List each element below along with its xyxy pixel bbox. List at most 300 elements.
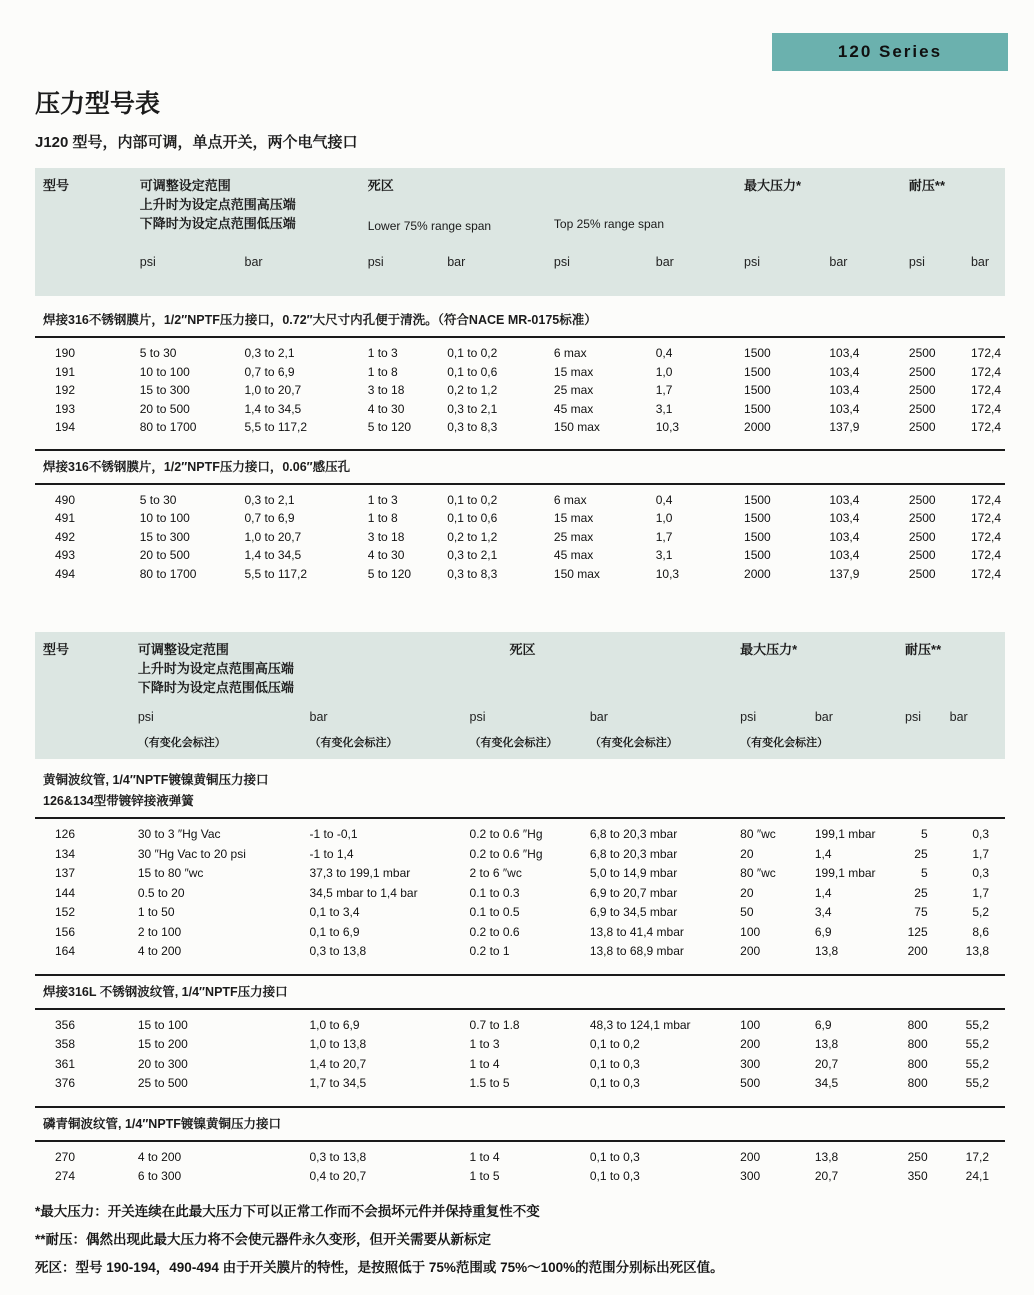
cell: 0.2 to 1 xyxy=(469,944,510,958)
table-row xyxy=(35,528,1005,547)
table-row xyxy=(35,1035,1005,1055)
cell: 0,2 to 1,2 xyxy=(447,529,498,544)
cell: 5 to 30 xyxy=(139,492,177,507)
cell: 5 to 30 xyxy=(139,346,177,360)
cell: 0,1 to 0,3 xyxy=(589,1056,640,1071)
range-line-1: 可调整设定范围 xyxy=(139,178,231,193)
footnotes xyxy=(35,1198,1015,1282)
cell: 0,1 to 0,6 xyxy=(447,511,498,525)
cell: 20,7 xyxy=(814,1169,839,1183)
pressure-table-1 xyxy=(35,168,1005,595)
section-title: 磷青铜波纹管, 1/4″NPTF镀镍黄铜压力接口 xyxy=(35,1108,1005,1142)
unit-label: psi xyxy=(908,255,925,269)
cell: 491 xyxy=(55,511,76,525)
cell: 0,7 to 6,9 xyxy=(244,364,295,379)
cell: 150 max xyxy=(553,566,600,581)
cell: 6,9 xyxy=(814,1017,832,1032)
section-title-line1: 黄铜波纹管, 1/4″NPTF镀镍黄铜压力接口 xyxy=(43,773,269,787)
cell: 4 to 30 xyxy=(367,401,405,416)
cell: 45 max xyxy=(553,401,594,416)
cell: 15 max xyxy=(553,364,594,379)
deadband-sub-lower: Lower 75% range span xyxy=(367,219,492,233)
cell: 193 xyxy=(55,401,76,416)
cell: 1 to 4 xyxy=(469,1149,500,1164)
cell: 103,4 xyxy=(829,492,860,507)
cell: 376 xyxy=(55,1076,76,1090)
cell: 6,9 to 20,7 mbar xyxy=(589,885,678,900)
cell: 55,2 xyxy=(965,1076,989,1090)
cell: 199,1 mbar xyxy=(814,866,876,880)
note-spacer xyxy=(905,734,950,759)
series-banner-label: 120 Series xyxy=(837,42,943,61)
change-note: （有变化会标注） xyxy=(740,737,829,749)
units-row xyxy=(35,698,1005,734)
cell: 2500 xyxy=(908,401,936,416)
col-header-max-pressure: 最大压力* xyxy=(744,178,802,193)
cell: 34,5 mbar to 1,4 bar xyxy=(309,885,418,900)
col-header-range xyxy=(140,168,368,236)
cell: 2000 xyxy=(744,420,771,434)
table-row xyxy=(35,363,1005,382)
cell: 0,4 xyxy=(655,492,673,507)
cell: 134 xyxy=(55,846,76,861)
cell: 800 xyxy=(907,1056,928,1071)
note-spacer xyxy=(950,734,1005,759)
cell: 0.1 to 0.3 xyxy=(469,885,520,900)
table1-header-band xyxy=(35,168,1005,296)
cell: 172,4 xyxy=(970,401,1002,416)
cell: 172,4 xyxy=(970,346,1002,360)
table-row xyxy=(35,942,1005,962)
table-row xyxy=(35,864,1005,884)
cell: 1,4 to 34,5 xyxy=(244,548,302,562)
cell: 1 to 5 xyxy=(469,1169,500,1183)
cell: 30 to 3 ″Hg Vac xyxy=(137,827,221,841)
cell: 13,8 xyxy=(814,1037,839,1051)
table-row xyxy=(35,884,1005,904)
cell: 194 xyxy=(55,420,76,434)
table-row xyxy=(35,1074,1005,1094)
unit-label: bar xyxy=(589,710,608,724)
cell: 37,3 to 199,1 mbar xyxy=(309,866,411,880)
cell: 15 max xyxy=(553,511,594,525)
unit-label: bar xyxy=(244,255,263,269)
cell: 6,9 xyxy=(814,924,832,939)
cell: 5,0 to 14,9 mbar xyxy=(589,866,678,880)
range-line-3: 下降时为设定点范围低压端 xyxy=(137,680,294,695)
cell: 1,7 xyxy=(972,885,989,900)
cell: 172,4 xyxy=(970,548,1002,562)
cell: 1,7 xyxy=(972,846,989,861)
cell: 103,4 xyxy=(829,548,860,562)
cell: 13,8 to 68,9 mbar xyxy=(589,944,684,958)
cell: 1500 xyxy=(744,492,771,507)
cell: 1 to 3 xyxy=(367,346,398,360)
cell: 1,0 xyxy=(655,511,673,525)
cell: 1,7 to 34,5 xyxy=(309,1076,367,1090)
section-title xyxy=(35,764,1005,819)
cell: 0,3 to 2,1 xyxy=(447,548,498,562)
cell: 800 xyxy=(907,1076,928,1090)
footnote-max-pressure: *最大压力：开关连续在此最大压力下可以正常工作而不会损坏元件并保持重复性不变 xyxy=(35,1204,540,1219)
unit-label: psi xyxy=(744,255,760,269)
col-header-deadband xyxy=(368,168,554,236)
section-title: 焊接316不锈钢膜片，1/2″NPTF压力接口，0.06″感压孔 xyxy=(35,451,1005,485)
cell: 13,8 xyxy=(814,1149,839,1164)
cell: 10 to 100 xyxy=(139,364,190,379)
cell: 48,3 to 124,1 mbar xyxy=(589,1017,691,1032)
cell: 25 max xyxy=(553,383,594,397)
cell: 55,2 xyxy=(965,1037,989,1051)
table-row xyxy=(35,1055,1005,1075)
cell: 500 xyxy=(740,1076,761,1090)
cell: 80 to 1700 xyxy=(139,420,197,434)
cell: 250 xyxy=(907,1149,928,1164)
col-header-deadband-top xyxy=(554,168,744,236)
cell: 100 xyxy=(740,1017,761,1032)
cell: 20 xyxy=(740,885,754,900)
cell: 0,3 to 2,1 xyxy=(244,492,295,507)
cell: 137,9 xyxy=(829,420,860,434)
cell: 15 to 200 xyxy=(137,1037,188,1051)
cell: 1,7 xyxy=(655,383,673,397)
cell: 125 xyxy=(907,924,928,939)
section-title-line2: 126&134型带镀锌接液弹簧 xyxy=(43,794,194,808)
cell: 13,8 to 41,4 mbar xyxy=(589,924,684,939)
cell: 2500 xyxy=(908,346,936,360)
cell: 5,2 xyxy=(972,905,989,919)
cell: 6,8 to 20,3 mbar xyxy=(589,846,678,861)
cell: 492 xyxy=(55,529,76,544)
cell: 2500 xyxy=(908,383,936,397)
cell: 25 xyxy=(914,846,928,861)
cell: 4 to 30 xyxy=(367,548,405,562)
cell: 0,1 to 6,9 xyxy=(309,924,360,939)
footnote-proof-pressure: **耐压：偶然出现此最大压力将不会使元器件永久变形，但开关需要从新标定 xyxy=(35,1232,492,1247)
cell: 30 ″Hg Vac to 20 psi xyxy=(137,846,246,861)
cell: 3 to 18 xyxy=(367,529,405,544)
cell: 6,9 to 34,5 mbar xyxy=(589,905,678,919)
cell: 0,2 to 1,2 xyxy=(447,383,498,397)
table2-header-band xyxy=(35,632,1005,759)
pressure-table-2 xyxy=(35,632,1005,1199)
cell: 8,6 xyxy=(972,924,989,939)
cell: 6 max xyxy=(553,492,587,507)
cell: 103,4 xyxy=(829,346,860,360)
cell: 15 to 100 xyxy=(137,1017,188,1032)
cell: 20 xyxy=(740,846,754,861)
table-row xyxy=(35,344,1005,363)
cell: 0,3 xyxy=(972,827,989,841)
cell: 199,1 mbar xyxy=(814,827,876,841)
col-header-model: 型号 xyxy=(43,178,70,193)
table-row xyxy=(35,400,1005,419)
cell: 15 to 80 ″wc xyxy=(137,866,204,880)
cell: 1,4 xyxy=(814,885,832,900)
deadband-sub-top: Top 25% range span xyxy=(553,217,664,231)
cell: 5,5 to 117,2 xyxy=(244,566,307,581)
footnote-deadband: 死区：型号 190-194，490-494 由于开关膜片的特性，是按照低于 75%范围或 75%～100%的范围分别标出死区值。 xyxy=(35,1260,724,1275)
cell: 1,4 xyxy=(814,846,832,861)
unit-spacer xyxy=(35,236,140,296)
cell: 0.2 to 0.6 ″Hg xyxy=(469,827,543,841)
cell: 2 to 100 xyxy=(137,924,182,939)
table-row xyxy=(35,923,1005,943)
cell: 156 xyxy=(55,924,76,939)
cell: 172,4 xyxy=(970,511,1002,525)
cell: 300 xyxy=(740,1056,761,1071)
cell: -1 to -0,1 xyxy=(309,827,358,841)
col-header-proof: 耐压** xyxy=(908,178,946,193)
cell: 15 to 300 xyxy=(139,383,190,397)
cell: 1500 xyxy=(744,401,771,416)
cell: 100 xyxy=(740,924,761,939)
cell: 172,4 xyxy=(970,420,1002,434)
section-316-diaphragm-006 xyxy=(35,449,1005,584)
cell: 2500 xyxy=(908,529,936,544)
cell: 1,7 xyxy=(655,529,673,544)
unit-label: bar xyxy=(447,255,466,269)
cell: 800 xyxy=(907,1017,928,1032)
cell: 5 xyxy=(920,827,928,841)
cell: 55,2 xyxy=(965,1056,989,1071)
unit-label: bar xyxy=(814,710,833,724)
cell: 191 xyxy=(55,364,76,379)
cell: 103,4 xyxy=(829,364,860,379)
section-phosphor-bronze-bellows xyxy=(35,1106,1005,1187)
cell: 45 max xyxy=(553,548,594,562)
cell: 20 to 500 xyxy=(139,548,190,562)
range-line-2: 上升时为设定点范围高压端 xyxy=(137,661,294,676)
range-line-1: 可调整设定范围 xyxy=(137,642,229,657)
cell: 1500 xyxy=(744,529,771,544)
cell: 0,1 to 0,3 xyxy=(589,1076,640,1090)
range-line-2: 上升时为设定点范围高压端 xyxy=(139,197,296,212)
cell: 144 xyxy=(55,885,76,900)
cell: 0.2 to 0.6 ″Hg xyxy=(469,846,543,861)
cell: -1 to 1,4 xyxy=(309,846,354,861)
cell: 4 to 200 xyxy=(137,944,182,958)
cell: 0.2 to 0.6 xyxy=(469,924,520,939)
unit-label: bar xyxy=(655,255,674,269)
cell: 172,4 xyxy=(970,383,1002,397)
series-banner xyxy=(772,33,1008,71)
table-row xyxy=(35,1148,1005,1168)
cell: 126 xyxy=(55,827,76,841)
cell: 1,0 to 6,9 xyxy=(309,1017,360,1032)
units-row xyxy=(35,236,1005,296)
cell: 10,3 xyxy=(655,420,680,434)
cell: 1 to 8 xyxy=(367,364,398,379)
cell: 6 to 300 xyxy=(137,1169,182,1183)
cell: 10,3 xyxy=(655,566,680,581)
cell: 1500 xyxy=(744,364,771,379)
cell: 3 to 18 xyxy=(367,383,405,397)
cell: 1 to 3 xyxy=(469,1037,500,1051)
col-header-deadband: 死区 xyxy=(509,642,536,657)
change-note: （有变化会标注） xyxy=(137,737,226,749)
cell: 164 xyxy=(55,944,76,958)
deadband-label: 死区 xyxy=(367,178,394,193)
table-row xyxy=(35,565,1005,584)
section-title: 焊接316不锈钢膜片，1/2″NPTF压力接口，0.72″大尺寸内孔便于清洗。（符合NACE MR-0175标准） xyxy=(35,304,1005,338)
section-316l-bellows xyxy=(35,974,1005,1094)
cell: 0,3 to 2,1 xyxy=(244,346,295,360)
cell: 192 xyxy=(55,383,76,397)
unit-label: psi xyxy=(905,710,922,724)
table-row xyxy=(35,418,1005,437)
cell: 103,4 xyxy=(829,383,860,397)
cell: 3,1 xyxy=(655,401,673,416)
section-title: 焊接316L 不锈钢波纹管, 1/4″NPTF压力接口 xyxy=(35,976,1005,1010)
cell: 493 xyxy=(55,548,76,562)
cell: 50 xyxy=(740,905,754,919)
cell: 10 to 100 xyxy=(139,511,190,525)
cell: 1500 xyxy=(744,548,771,562)
unit-label: bar xyxy=(949,710,968,724)
cell: 1 to 8 xyxy=(367,511,398,525)
cell: 25 to 500 xyxy=(137,1076,188,1090)
cell: 80 ″wc xyxy=(740,866,776,880)
cell: 103,4 xyxy=(829,511,860,525)
cell: 0,1 to 0,3 xyxy=(589,1149,640,1164)
cell: 1,4 to 34,5 xyxy=(244,401,302,416)
cell: 0,3 to 8,3 xyxy=(447,566,498,581)
cell: 270 xyxy=(55,1149,76,1164)
table-row xyxy=(35,546,1005,565)
unit-label: psi xyxy=(139,255,156,269)
cell: 103,4 xyxy=(829,401,860,416)
cell: 80 to 1700 xyxy=(139,566,197,581)
change-note: （有变化会标注） xyxy=(469,737,558,749)
cell: 0.7 to 1.8 xyxy=(469,1017,520,1032)
table-row xyxy=(35,509,1005,528)
unit-label: psi xyxy=(367,255,384,269)
cell: 172,4 xyxy=(970,566,1002,581)
cell: 0,1 to 3,4 xyxy=(309,905,360,919)
cell: 4 to 200 xyxy=(137,1149,182,1164)
cell: 3,1 xyxy=(655,548,673,562)
cell: 0,1 to 0,2 xyxy=(447,492,498,507)
cell: 0,3 to 2,1 xyxy=(447,401,498,416)
note-spacer xyxy=(35,734,138,759)
cell: 0,1 to 0,2 xyxy=(589,1037,640,1051)
cell: 15 to 300 xyxy=(139,529,190,544)
cell: 1,4 to 20,7 xyxy=(309,1056,367,1071)
cell: 200 xyxy=(740,944,761,958)
cell: 274 xyxy=(55,1169,76,1183)
cell: 0,7 to 6,9 xyxy=(244,511,295,525)
cell: 0,1 to 0,2 xyxy=(447,346,498,360)
cell: 2000 xyxy=(744,566,771,581)
cell: 494 xyxy=(55,566,76,581)
cell: 300 xyxy=(740,1169,761,1183)
cell: 20,7 xyxy=(814,1056,839,1071)
note-spacer xyxy=(815,734,905,759)
unit-label: psi xyxy=(740,710,757,724)
cell: 356 xyxy=(55,1017,76,1032)
cell: 1 to 50 xyxy=(137,905,175,919)
col-header-max-pressure: 最大压力* xyxy=(740,642,798,657)
table-row xyxy=(35,845,1005,865)
page-subtitle: J120 型号，内部可调，单点开关，两个电气接口 xyxy=(35,134,358,151)
unit-spacer xyxy=(35,698,138,734)
unit-label: psi xyxy=(469,710,486,724)
cell: 152 xyxy=(55,905,76,919)
cell: 358 xyxy=(55,1037,76,1051)
cell: 75 xyxy=(914,905,928,919)
cell: 2500 xyxy=(908,420,936,434)
cell: 0,3 to 8,3 xyxy=(447,420,498,434)
cell: 1 to 3 xyxy=(367,492,398,507)
cell: 1.5 to 5 xyxy=(469,1076,510,1090)
cell: 2 to 6 ″wc xyxy=(469,866,522,880)
cell: 200 xyxy=(740,1037,761,1051)
cell: 490 xyxy=(55,492,76,507)
cell: 55,2 xyxy=(965,1017,989,1032)
col-header-model: 型号 xyxy=(43,642,70,657)
cell: 361 xyxy=(55,1056,76,1071)
cell: 1,0 xyxy=(655,364,673,379)
unit-label: bar xyxy=(829,255,848,269)
unit-label: bar xyxy=(309,710,328,724)
cell: 5 to 120 xyxy=(367,420,412,434)
section-brass-bellows xyxy=(35,764,1005,962)
change-note: （有变化会标注） xyxy=(309,737,398,749)
change-note: （有变化会标注） xyxy=(589,737,678,749)
cell: 172,4 xyxy=(970,364,1002,379)
cell: 0.5 to 20 xyxy=(137,885,185,900)
cell: 1,0 to 20,7 xyxy=(244,383,302,397)
cell: 80 ″wc xyxy=(740,827,776,841)
cell: 20 to 500 xyxy=(139,401,190,416)
cell: 20 to 300 xyxy=(137,1056,188,1071)
table-row xyxy=(35,1167,1005,1187)
cell: 0,3 to 13,8 xyxy=(309,1149,367,1164)
cell: 0,1 to 0,6 xyxy=(447,364,498,379)
cell: 103,4 xyxy=(829,529,860,544)
cell: 6 max xyxy=(553,346,587,360)
unit-label: bar xyxy=(970,255,990,269)
cell: 34,5 xyxy=(814,1076,839,1090)
cell: 2500 xyxy=(908,364,936,379)
section-316-diaphragm-072 xyxy=(35,304,1005,437)
cell: 2500 xyxy=(908,492,936,507)
unit-label: psi xyxy=(137,710,154,724)
page-title: 压力型号表 xyxy=(35,90,161,118)
table-row xyxy=(35,491,1005,510)
unit-label: psi xyxy=(553,255,570,269)
cell: 1500 xyxy=(744,346,771,360)
cell: 25 xyxy=(914,885,928,900)
cell: 0,4 to 20,7 xyxy=(309,1169,367,1183)
cell: 5 to 120 xyxy=(367,566,412,581)
cell: 17,2 xyxy=(965,1149,989,1164)
cell: 350 xyxy=(907,1169,928,1183)
cell: 0,1 to 0,3 xyxy=(589,1169,640,1183)
cell: 1 to 4 xyxy=(469,1056,500,1071)
cell: 0,4 xyxy=(655,346,673,360)
range-line-3: 下降时为设定点范围低压端 xyxy=(139,216,296,231)
cell: 0.1 to 0.5 xyxy=(469,905,520,919)
cell: 800 xyxy=(907,1037,928,1051)
cell: 24,1 xyxy=(965,1169,989,1183)
table-row xyxy=(35,825,1005,845)
cell: 5,5 to 117,2 xyxy=(244,420,307,434)
cell: 1500 xyxy=(744,511,771,525)
cell: 1500 xyxy=(744,383,771,397)
cell: 2500 xyxy=(908,511,936,525)
